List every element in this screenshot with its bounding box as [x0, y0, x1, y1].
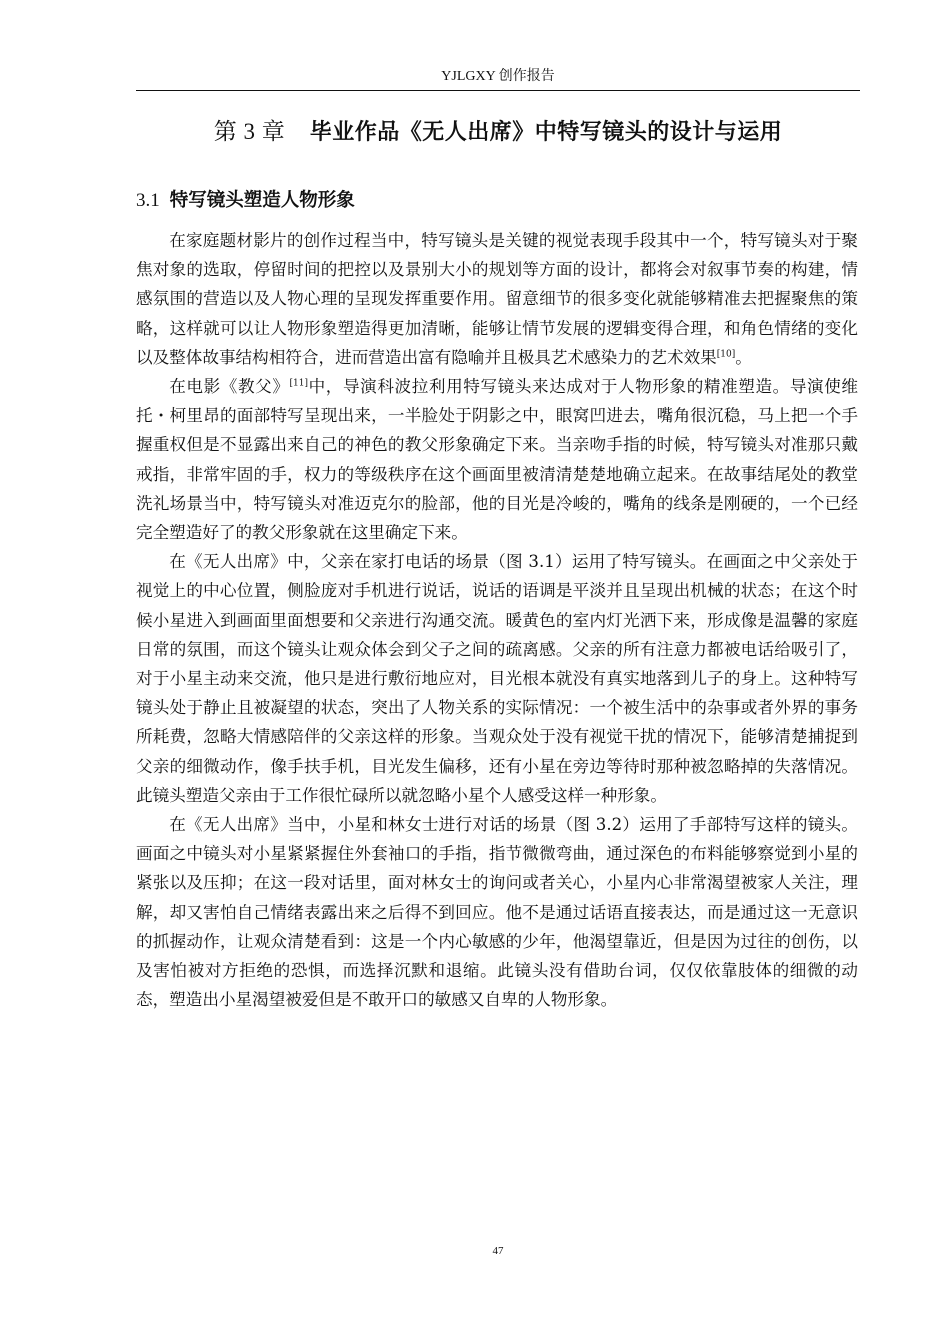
- running-header: YJLGXY 创作报告: [441, 69, 555, 84]
- paragraph-1: [136, 226, 858, 372]
- header-rule: [136, 90, 860, 91]
- body-text: [136, 226, 858, 1014]
- paragraph-lead: 在电影《教父》: [169, 377, 290, 397]
- paragraph-text: 在《无人出席》中，父亲在家打电话的场景（图 3.1）运用了特写镜头。在画面之中父亲处于视觉上的中心位置，侧脸庞对手机进行说话，说话的语调是平淡并且呈现出机械的状态；在这个时候小星进入到画面里面想要和父亲进行沟通交流。暖黄色的室内灯光洒下来，形成像是温馨的家庭日常的氛围，而这个镜头让观众体会到父子之间的疏离感。父亲的所有注意力都被电话给吸引了，对于小星主动来交流，他只是进行敷衍地应对，目光根本就没有真实地落到儿子的身上。这种特写镜头处于静止且被凝望的状态，突出了人物关系的实际情况：一个被生活中的杂事或者外界的事务所耗费，忽略大情感陪伴的父亲这样的形象。当观众处于没有视觉干扰的情况下，能够清楚捕捉到父亲的细微动作，像手扶手机，目光发生偏移，还有小星在旁边等待时那种被忽略掉的失落情况。此镜头塑造父亲由于工作很忙碌所以就忽略小星个人感受这样一种形象。: [136, 552, 858, 805]
- page-number: 47: [492, 1245, 504, 1257]
- citation: [11]: [289, 378, 308, 389]
- chapter-number: 第 3 章: [213, 119, 286, 144]
- section-heading: [136, 188, 860, 214]
- paragraph-4: [136, 810, 858, 1014]
- paragraph-3: [136, 547, 858, 810]
- paragraph-text: 在《无人出席》当中，小星和林女士进行对话的场景（图 3.2）运用了手部特写这样的镜头。画面之中镜头对小星紧紧握住外套袖口的手指，指节微微弯曲，通过深色的布料能够察觉到小星的紧张以及压抑；在这一段对话里，面对林女士的询问或者关心，小星内心非常渴望被家人关注，理解，却又害怕自己情绪表露出来之后得不到回应。他不是通过话语直接表达，而是通过这一无意识的抓握动作，让观众清楚看到：这是一个内心敏感的少年，他渴望靠近，但是因为过往的创伤，以及害怕被对方拒绝的恐惧，而选择沉默和退缩。此镜头没有借助台词，仅仅依靠肢体的细微的动态，塑造出小星渴望被爱但是不敢开口的敏感又自卑的人物形象。: [136, 815, 858, 1010]
- chapter-title: [136, 118, 860, 147]
- chapter-title-text: 毕业作品《无人出席》中特写镜头的设计与运用: [309, 120, 783, 145]
- citation: [10]: [716, 349, 736, 360]
- paragraph-2: [136, 372, 858, 547]
- paragraph-tail: 。: [735, 347, 752, 367]
- paragraph-text: 在家庭题材影片的创作过程当中，特写镜头是关键的视觉表现手段其中一个，特写镜头对于聚焦对象的选取，停留时间的把控以及景别大小的规划等方面的设计，都将会对叙事节奏的构建，情感氛围的营造以及人物心理的呈现发挥重要作用。留意细节的很多变化就能够精准去把握聚焦的策略，这样就可以让人物形象塑造得更加清晰，能够让情节发展的逻辑变得合理，和角色情绪的变化以及整体故事结构相符合，进而营造出富有隐喻并且极具艺术感染力的艺术效果: [136, 231, 858, 367]
- section-title: 特写镜头塑造人物形象: [169, 190, 355, 211]
- paragraph-text: 中，导演科波拉利用特写镜头来达成对于人物形象的精准塑造。导演使维托・柯里昂的面部特写呈现出来，一半脸处于阴影之中，眼窝凹进去，嘴角很沉稳，马上把一个手握重权但是不显露出来自己的神色的教父形象确定下来。当亲吻手指的时候，特写镜头对准那只戴戒指，非常牢固的手，权力的等级秩序在这个画面里被清清楚楚地确立起来。在故事结尾处的教堂洗礼场景当中，特写镜头对准迈克尔的脸部，他的目光是冷峻的，嘴角的线条是刚硬的，一个已经完全塑造好了的教父形象就在这里确定下来。: [136, 377, 859, 543]
- section-number: 3.1: [136, 190, 160, 211]
